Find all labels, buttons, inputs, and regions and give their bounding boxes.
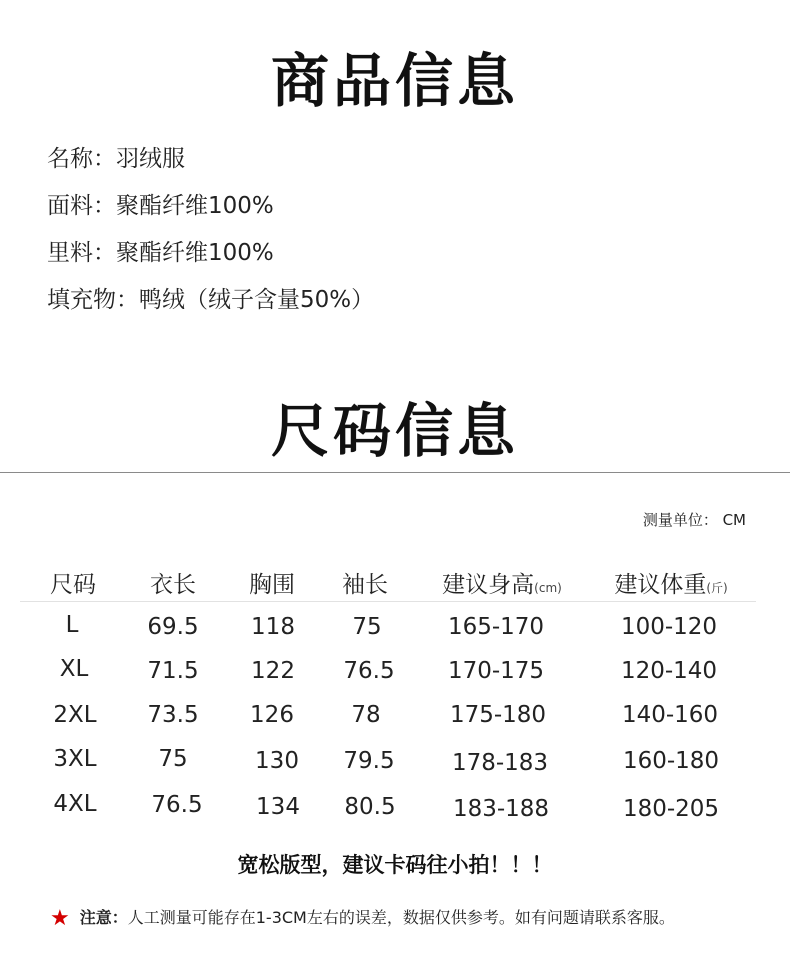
header-weight: 建议体重(斤) [614, 572, 728, 598]
fit-recommendation: 宽松版型，建议卡码往小拍！！！ [237, 853, 553, 877]
cell-sleeve: 80.5 [344, 794, 396, 820]
cell-length: 69.5 [147, 614, 199, 640]
cell-weight: 100-120 [620, 614, 718, 640]
cell-height: 170-175 [447, 658, 545, 684]
size-info-title: 尺码信息 [270, 397, 519, 465]
header-size: 尺码 [50, 572, 96, 598]
cell-length: 76.5 [151, 792, 203, 818]
cell-size: XL [59, 656, 89, 682]
header-divider [20, 601, 756, 602]
cell-chest: 134 [256, 794, 300, 820]
product-info-title: 商品信息 [270, 47, 519, 115]
cell-height: 165-170 [447, 614, 545, 640]
cell-length: 73.5 [147, 702, 199, 728]
header-height: 建议身高(cm) [442, 572, 562, 598]
cell-sleeve: 79.5 [343, 748, 395, 774]
cell-sleeve: 75 [352, 614, 382, 640]
cell-size: 2XL [53, 702, 97, 728]
cell-size: 3XL [53, 746, 97, 772]
cell-sleeve: 78 [351, 702, 381, 728]
cell-weight: 120-140 [620, 658, 718, 684]
cell-chest: 130 [255, 748, 299, 774]
cell-height: 183-188 [452, 796, 550, 822]
cell-height: 178-183 [451, 750, 549, 776]
cell-sleeve: 76.5 [343, 658, 395, 684]
cell-chest: 122 [251, 658, 295, 684]
cell-weight: 140-160 [621, 702, 719, 728]
star-icon: ★ [50, 906, 70, 931]
cell-height: 175-180 [449, 702, 547, 728]
measurement-unit: 测量单位： CM [642, 511, 746, 529]
header-length: 衣长 [150, 572, 196, 598]
cell-size: 4XL [53, 791, 97, 817]
info-name: 名称：羽绒服 [47, 146, 185, 172]
info-fabric: 面料：聚酯纤维100% [47, 193, 274, 219]
cell-weight: 180-205 [622, 796, 720, 822]
cell-size: L [65, 612, 79, 638]
header-sleeve: 袖长 [342, 572, 388, 598]
info-filling: 填充物：鸭绒（绒子含量50%） [47, 287, 375, 313]
cell-chest: 126 [250, 702, 294, 728]
section-divider [0, 472, 790, 473]
measurement-disclaimer: ★ 注意：人工测量可能存在1-3CM左右的误差，数据仅供参考。如有问题请联系客服。 [50, 906, 675, 931]
header-chest: 胸围 [249, 572, 295, 598]
cell-length: 75 [158, 746, 188, 772]
cell-weight: 160-180 [622, 748, 720, 774]
cell-length: 71.5 [147, 658, 199, 684]
info-lining: 里料：聚酯纤维100% [47, 240, 274, 266]
cell-chest: 118 [251, 614, 295, 640]
